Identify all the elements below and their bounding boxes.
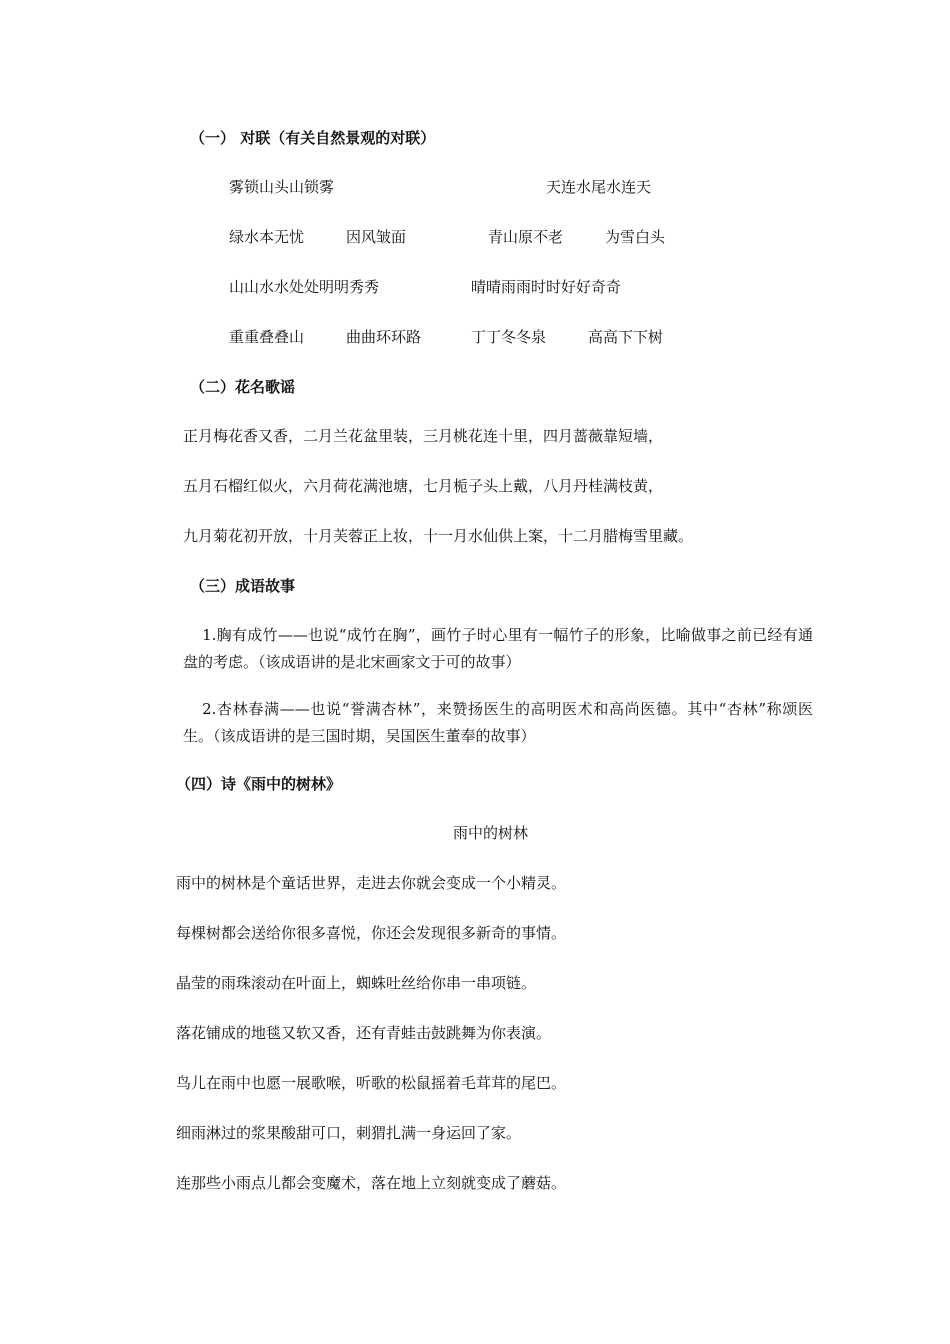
poem-line-2: 每棵树都会送给你很多喜悦，你还会发现很多新奇的事情。 xyxy=(176,924,567,942)
couplet-row-2-a: 绿水本无忧 xyxy=(229,228,305,246)
couplet-row-2-b: 因风皱面 xyxy=(346,228,407,246)
idiom-story-2: 2.杏林春满——也说“誉满杏林”，来赞扬医生的高明医术和高尚医德。其中“杏林”称颂医生。（该成语讲的是三国时期，吴国医生董奉的故事） xyxy=(183,700,813,745)
couplet-row-4-c: 丁丁冬冬泉 xyxy=(471,328,547,346)
idiom-story-1: 1.胸有成竹——也说“成竹在胸”，画竹子时心里有一幅竹子的形象，比喻做事之前已经有通盘的考虑。（该成语讲的是北宋画家文于可的故事） xyxy=(183,626,813,671)
ballad-line-1: 正月梅花香又香，二月兰花盆里装，三月桃花连十里，四月蔷薇靠短墙， xyxy=(183,427,664,445)
poem-line-5: 鸟儿在雨中也愿一展歌喉，听歌的松鼠摇着毛茸茸的尾巴。 xyxy=(176,1074,567,1092)
section-heading-poem: （四）诗《雨中的树林》 xyxy=(176,775,342,793)
section-heading-flower-ballad: （二）花名歌谣 xyxy=(190,378,296,396)
couplet-row-3-c: 晴晴雨雨时时好好奇奇 xyxy=(471,278,622,296)
couplet-row-2-c: 青山原不老 xyxy=(488,228,564,246)
poem-line-6: 细雨淋过的浆果酸甜可口，刺猬扎满一身运回了家。 xyxy=(176,1124,522,1142)
couplet-row-1-c: 天连水尾水连天 xyxy=(546,178,652,196)
poem-line-1: 雨中的树林是个童话世界，走进去你就会变成一个小精灵。 xyxy=(176,874,567,892)
poem-line-3: 晶莹的雨珠滚动在叶面上，蜘蛛吐丝给你串一串项链。 xyxy=(176,974,537,992)
couplet-row-4-d: 高高下下树 xyxy=(588,328,664,346)
ballad-line-3: 九月菊花初开放，十月芙蓉正上妆，十一月水仙供上案，十二月腊梅雪里藏。 xyxy=(183,527,694,545)
poem-line-4: 落花铺成的地毯又软又香，还有青蛙击鼓跳舞为你表演。 xyxy=(176,1024,552,1042)
couplet-row-2-d: 为雪白头 xyxy=(605,228,666,246)
ballad-line-2: 五月石榴红似火，六月荷花满池塘，七月栀子头上戴，八月丹桂满枝黄， xyxy=(183,477,664,495)
couplet-row-4-b: 曲曲环环路 xyxy=(346,328,422,346)
couplet-row-1-a: 雾锁山头山锁雾 xyxy=(229,178,335,196)
poem-title: 雨中的树林 xyxy=(453,824,529,842)
section-heading-idioms: （三）成语故事 xyxy=(190,577,296,595)
poem-line-7: 连那些小雨点儿都会变魔术，落在地上立刻就变成了蘑菇。 xyxy=(176,1174,567,1192)
couplet-row-4-a: 重重叠叠山 xyxy=(229,328,305,346)
couplet-row-3-a: 山山水水处处明明秀秀 xyxy=(229,278,380,296)
section-heading-couplets: （一） 对联（有关自然景观的对联） xyxy=(190,129,436,147)
